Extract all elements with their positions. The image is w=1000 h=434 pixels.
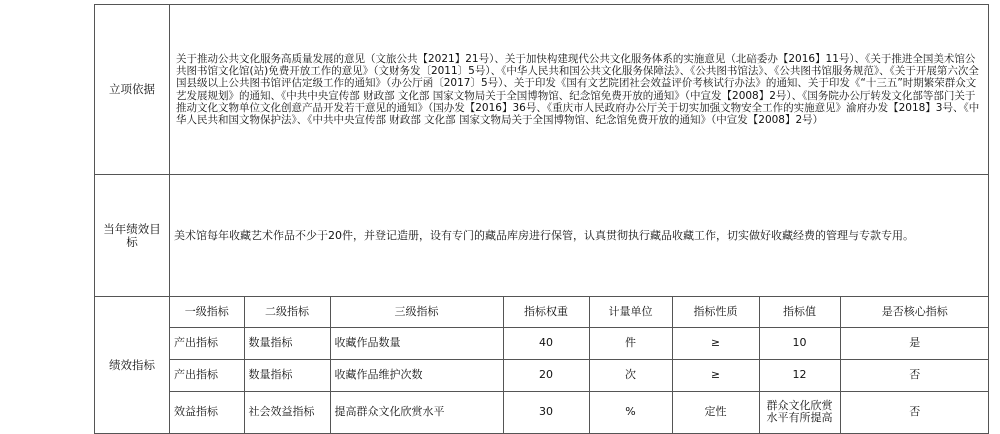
cell-level2: 社会效益指标	[244, 391, 330, 433]
header-value: 指标值	[759, 297, 840, 327]
cell-nature: ≥	[672, 359, 759, 391]
cell-unit: %	[589, 391, 672, 433]
header-unit: 计量单位	[589, 297, 672, 327]
cell-level1: 效益指标	[170, 391, 244, 433]
header-level2: 二级指标	[244, 297, 330, 327]
cell-level1: 产出指标	[170, 327, 244, 359]
cell-weight: 40	[503, 327, 589, 359]
metrics-table	[170, 297, 989, 433]
cell-level3: 提高群众文化欣赏水平	[330, 391, 503, 433]
cell-nature: ≥	[672, 327, 759, 359]
table-row	[170, 359, 989, 391]
cell-value: 群众文化欣赏水平有所提高	[759, 391, 840, 433]
cell-core: 否	[840, 359, 989, 391]
cell-weight: 20	[503, 359, 589, 391]
metrics-row	[95, 297, 989, 434]
metrics-label: 绩效指标	[95, 297, 170, 434]
cell-level1: 产出指标	[170, 359, 244, 391]
basis-row	[95, 5, 989, 175]
cell-level3: 收藏作品维护次数	[330, 359, 503, 391]
basis-label: 立项依据	[95, 5, 170, 175]
cell-core: 是	[840, 327, 989, 359]
cell-unit: 次	[589, 359, 672, 391]
header-core: 是否核心指标	[840, 297, 989, 327]
table-row	[170, 327, 989, 359]
cell-value: 10	[759, 327, 840, 359]
cell-level2: 数量指标	[244, 359, 330, 391]
metrics-header-row	[170, 297, 989, 327]
table-row	[170, 391, 989, 433]
cell-level2: 数量指标	[244, 327, 330, 359]
basis-text: 关于推动公共文化服务高质量发展的意见（文旅公共【2021】21号）、关于加快构建现代公共文化服务体系的实施意见（北碚委办【2016】11号）、《关于推进全国美术馆公共图书馆文化馆(站)免费开放工作的意见》（文财务发〔2011〕5号）、《中华人民共和国公共文化服务保障法》、《公共图书馆法》、《公共图书馆服务规范》、《关于开展第六次全国县级以上公共图书馆评估定级工作的通知》（办公厅函〔2017〕5号）、关于印发《国有文艺院团社会效益评价考核试行办法》的通知、关于印发《“十三五”时期繁荣群众文艺发展规划》的通知、《中共中央宣传部 财政部 文化部 国家文物局关于全国博物馆、纪念馆免费开放的通知》（中宣发【2008】2号）、《国务院办公厅转发文化部等部门关于推动文化文物单位文化创意产品开发若干意见的通知》（国办发【2016】36号、《重庆市人民政府办公厅关于切实加强文物安全工作的实施意见》渝府办发【2018】3号、《中华人民共和国文物保护法》、《中共中央宣传部 财政部 文化部 国家文物局关于全国博物馆、纪念馆免费开放的通知》（中宣发【2008】2号）	[170, 5, 989, 175]
annual-goal-row	[95, 175, 989, 297]
cell-value: 12	[759, 359, 840, 391]
header-level3: 三级指标	[330, 297, 503, 327]
cell-core: 否	[840, 391, 989, 433]
annual-goal-label: 当年绩效目标	[95, 175, 170, 297]
project-info-table	[94, 4, 989, 434]
header-level1: 一级指标	[170, 297, 244, 327]
cell-level3: 收藏作品数量	[330, 327, 503, 359]
header-weight: 指标权重	[503, 297, 589, 327]
cell-unit: 件	[589, 327, 672, 359]
header-nature: 指标性质	[672, 297, 759, 327]
cell-nature: 定性	[672, 391, 759, 433]
metrics-cell	[170, 297, 989, 434]
annual-goal-text: 美术馆每年收藏艺术作品不少于20件，并登记造册，设有专门的藏品库房进行保管，认真贯彻执行藏品收藏工作，切实做好收藏经费的管理与专款专用。	[170, 175, 989, 297]
cell-weight: 30	[503, 391, 589, 433]
